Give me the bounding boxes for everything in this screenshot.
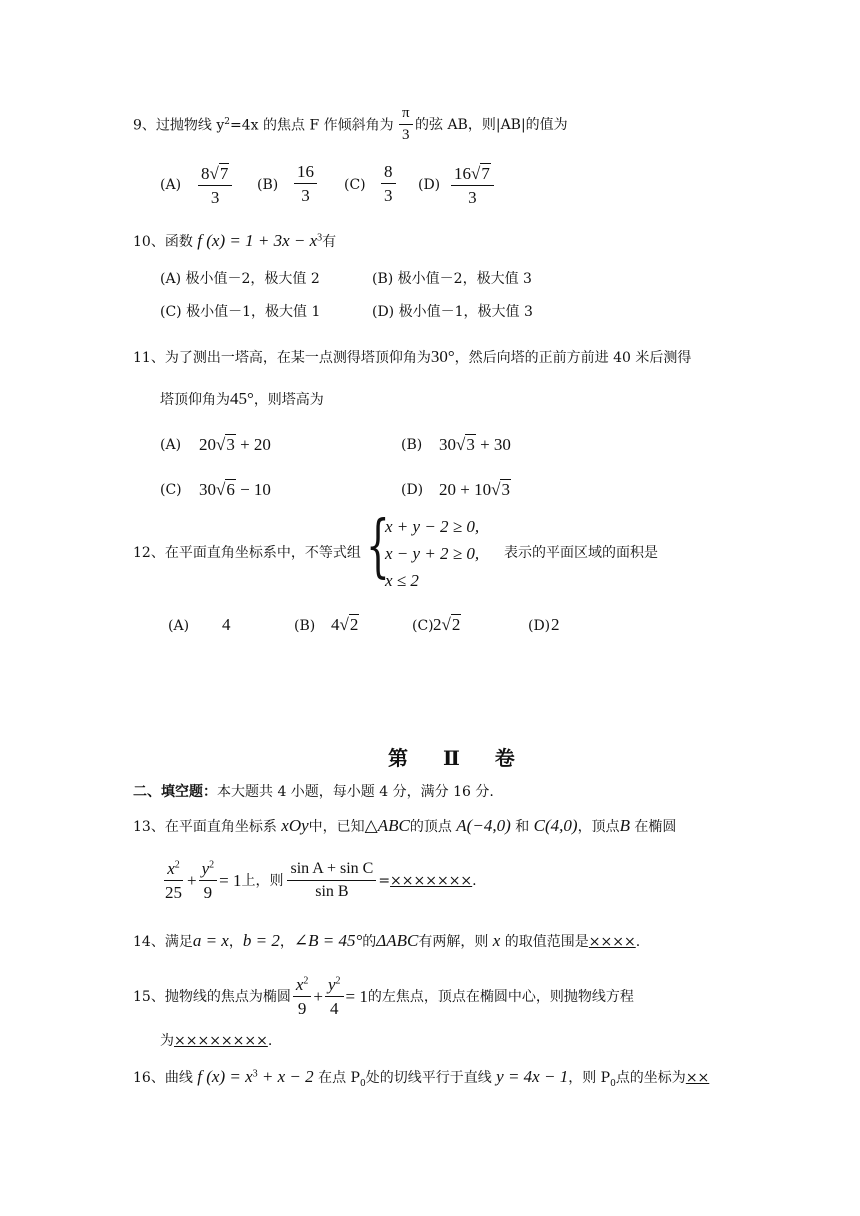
q9-text-a: 9、过抛物线 y [133,117,225,134]
q16-text-a: 16、曲线 [133,1070,193,1086]
q11-option-c: 30√6 − 10 [199,480,271,499]
q13-sin-den: sin B [315,883,349,900]
q11-text-c: 塔顶仰角为 [160,392,230,408]
q11-d-coef: 20 + 10 [439,480,492,499]
q14-end: . [635,934,641,950]
q13-and: 和 [515,819,530,835]
q9-b-den: 3 [301,186,310,205]
q13-answer-blank: ××××××× [390,872,473,889]
q9-d-rad: 7 [481,164,490,183]
q13-point-b: B [619,816,630,835]
q16-sup: 3 [252,1068,258,1080]
q9-option-b [292,163,319,204]
q9-text-c: 的弦 AB，则|AB|的值为 [415,117,568,133]
q11-option-d-label: (D) [401,482,424,498]
q16-answer-blank: ×× [685,1070,710,1086]
q13-sin-num: sin A + sin C [287,861,376,881]
q13-xoy: xOy [281,816,309,835]
q11-text-b: ，然后向塔的正前方前进 40 米后测得 [454,350,692,366]
q16-sub1: 0 [359,1078,366,1089]
q14-comma2: ， [279,934,294,950]
q15-den-9: 9 [297,999,307,1018]
q9-stem-end [415,118,568,132]
q15-sup-x: 2 [303,975,309,987]
q9-option-c [379,163,398,204]
q11-angle1: 30° [430,347,455,366]
q14-answer-blank: ×××× [588,934,636,950]
q10-option-d: (D) 极小值－1，极大值 3 [372,304,533,320]
q9-option-c-label: (C) [344,177,366,193]
q11-option-a-label: (A) [160,437,182,453]
q13-text-b: 中，已知 [308,819,365,835]
q9-three: 3 [402,127,410,143]
q15-text-a: 15、抛物线的焦点为椭圆 [133,988,291,1005]
q10-option-a: (A) 极小值－2，极大值 2 [160,271,320,287]
q11-b-rad: 3 [466,435,475,454]
q14-cond1: a = x [192,931,229,950]
q9-sup: 2 [224,117,231,127]
q9-d-num: 16 [454,164,471,183]
q16-sub2: 0 [610,1078,616,1089]
q16-text-b: 在点 P [318,1070,360,1086]
q11-option-d: 20 + 10√3 [439,480,510,499]
q11-a-rad: 3 [226,435,235,454]
q13-y: y [201,859,210,878]
q13-text-e: 在椭圆 [634,819,677,835]
q12-system-2: x − y + 2 ≥ 0, [385,544,480,563]
q13-line1 [133,817,676,834]
q11-d-rad: 3 [501,480,510,499]
q13-sup-y: 2 [209,859,215,871]
q11-option-a: 20√3 + 20 [199,435,271,454]
q12-system-1: x + y − 2 ≥ 0, [385,517,480,536]
q11-a-coef: 20 [199,435,216,454]
q13-point-a: A(−4,0) [456,816,511,835]
q16-line-eq: y = 4x − 1 [496,1067,569,1086]
q9-c-num: 8 [381,163,396,184]
q11-text-a: 11、为了测出一塔高，在某一点测得塔顶仰角为 [133,350,431,366]
q13-point-c: C(4,0) [533,816,578,835]
section-title: 第 Ⅱ 卷 [388,746,529,770]
q15-sup-y: 2 [335,975,341,987]
q16-text-d: ，则 P [568,1070,611,1086]
q13-line2 [160,860,477,901]
q13-text-d: ，顶点 [577,819,620,835]
q12-system-3: x ≤ 2 [385,571,419,590]
q9-option-a-label: (A) [160,177,182,193]
q11-option-b-label: (B) [401,437,423,453]
q11-option-b: 30√3 + 30 [439,435,511,454]
q12-c-rad: 2 [451,615,461,634]
q15-plus: + [313,987,323,1006]
q12-c-coef: 2 [433,615,442,634]
q14-triangle: ΔABC [376,931,419,950]
q13-den-25: 25 [165,883,182,902]
q10-option-c: (C) 极小值－1，极大值 1 [160,304,321,320]
q9-pi-fraction [397,106,415,143]
q10-formula: f (x) = 1 + 3x − x [197,231,318,250]
q11-option-c-label: (C) [160,482,182,498]
q15-text-b: 的左焦点，顶点在椭圆中心，则抛物线方程 [367,988,634,1005]
q14-text-b: 有两解，则 [418,934,489,950]
q13-mid: 上，则 [241,872,284,889]
q12-option-a-label: (A) [168,618,190,634]
q15-y: y [327,975,336,994]
section-heading-bold: 二、填空题： [133,784,217,800]
q13-end: . [472,872,477,889]
q14-line [133,932,640,949]
q11-c-rad: 6 [226,480,235,499]
q12-b-rad: 2 [349,615,359,634]
q11-b-rest: + 30 [475,435,511,454]
q11-c-rest: − 10 [235,480,271,499]
q9-b-num: 16 [294,163,317,184]
q16-line [133,1068,709,1089]
q16-text-e: 点的坐标为 [615,1070,686,1086]
q11-c-coef: 30 [199,480,216,499]
q13-triangle: △ABC [364,816,410,835]
q13-plus: + [187,871,197,890]
q13-eq1: = 1 [219,871,242,890]
q15-line2 [160,1034,272,1048]
q12-brace: { [366,507,390,586]
q14-x: x [492,931,501,950]
q10-option-b: (B) 极小值－2，极大值 3 [372,271,532,287]
q12-option-b-label: (B) [294,618,316,634]
q16-formula: f (x) = x [197,1067,253,1086]
q12-option-c: 2√2 [433,615,461,634]
q13-text-a: 13、在平面直角坐标系 [133,819,277,835]
q11-angle2: 45° [230,389,254,408]
q12-option-b: 4√2 [331,615,359,634]
q9-a-num: 8 [201,164,210,183]
q10-stem [133,232,336,249]
q12-option-d-label: (D) [528,618,551,634]
q9-text-b: =4x 的焦点 F 作倾斜角为 [230,117,394,134]
q15-x: x [295,975,304,994]
q11-line1 [133,348,691,365]
q9-option-d-label: (D) [418,177,441,193]
q9-d-den: 3 [468,188,477,207]
q13-eq: = [378,872,391,889]
q9-c-den: 3 [384,186,393,205]
q12-option-c-label: (C) [412,618,434,634]
q9-option-a: $\frac{8√7}{3}$ [196,163,234,206]
q9-option-d: $\frac{16√7}{3}$ [449,163,496,206]
q15-text-c: 为 [160,1033,174,1049]
q10-text-a: 10、函数 [133,234,193,250]
q9-option-b-label: (B) [257,177,279,193]
q11-b-coef: 30 [439,435,456,454]
q12-b-coef: 4 [331,615,340,634]
q15-end: . [267,1033,273,1049]
q13-x: x [167,859,175,878]
q16-text-c: 处的切线平行于直线 [365,1070,492,1086]
q9-pi: π [399,106,413,125]
q11-line2 [160,390,324,407]
q9-stem [133,118,394,133]
q12-stem-b: 表示的平面区域的面积是 [504,545,658,561]
q16-formula-rest: + x − 2 [257,1067,314,1086]
q13-sup-x: 2 [174,859,180,871]
q15-den-4: 4 [329,999,339,1018]
q9-a-rad: 7 [219,164,229,183]
q12-stem-a: 12、在平面直角坐标系中，不等式组 [133,545,361,561]
q10-sup: 3 [317,232,323,244]
q14-text-a: 14、满足 [133,934,193,950]
q9-a-den: 3 [210,188,220,207]
q10-text-b: 有 [322,234,337,250]
q14-text-c: 的取值范围是 [504,934,589,950]
q13-text-c: 的顶点 [409,819,452,835]
q14-de: 的 [362,934,377,950]
q13-den-9: 9 [203,883,213,902]
section-heading [133,785,494,799]
q12-option-a: 4 [222,615,231,634]
q14-comma1: ， [228,934,243,950]
q15-answer-blank: ×××××××× [174,1033,268,1049]
q14-cond2: b = 2 [242,931,280,950]
q15-eq1: = 1 [345,987,368,1006]
q14-cond3: ∠B = 45° [293,931,363,950]
q15-line1 [133,976,634,1017]
q12-option-d: 2 [551,615,560,634]
q11-a-rest: + 20 [235,435,271,454]
q11-text-d: ，则塔高为 [253,392,324,408]
section-heading-rest: 本大题共 4 小题，每小题 4 分，满分 16 分. [217,784,494,800]
